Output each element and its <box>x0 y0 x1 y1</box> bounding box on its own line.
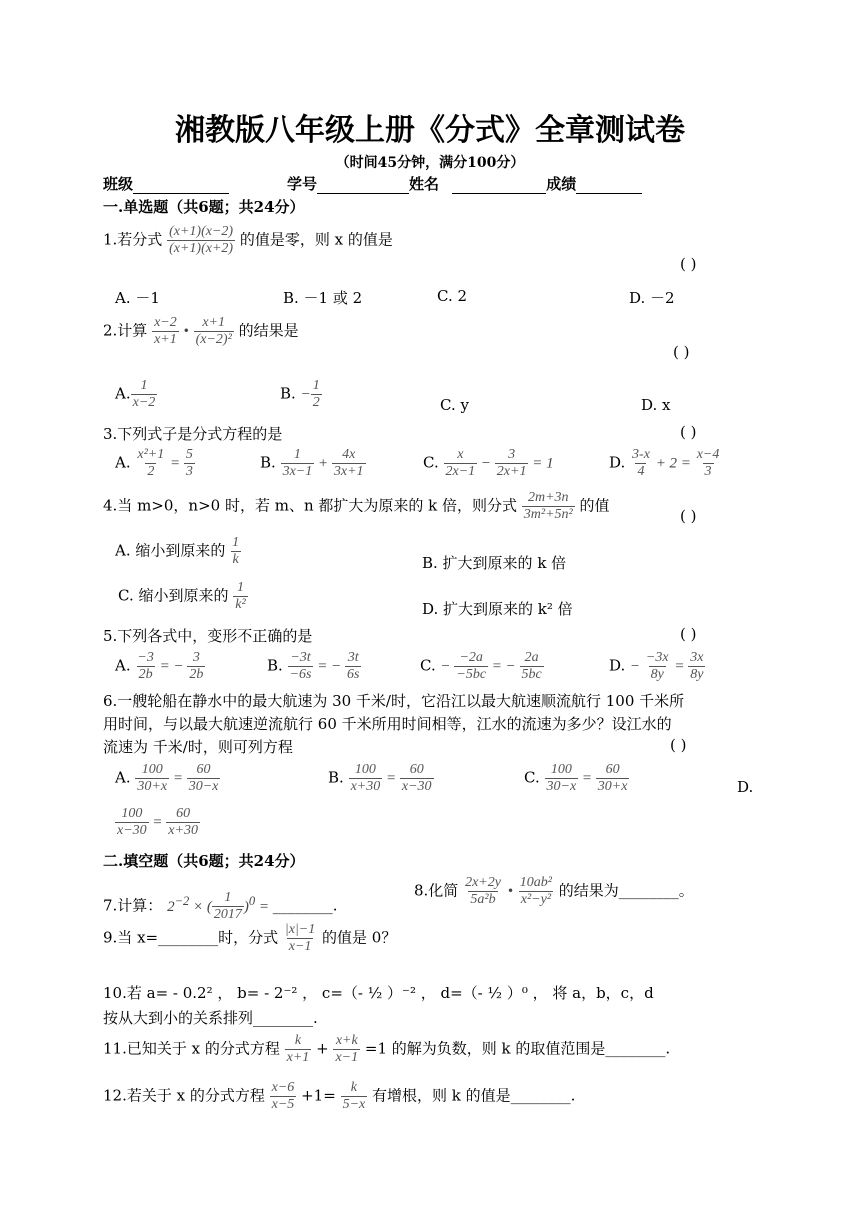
q6-option-a: A. $\frac{100}{30+x}$ = $\frac{60}{30-x}$ <box>115 762 219 794</box>
q1-fraction: $\frac{(x+1)(x-2)}{(x+1)(x+2)}$ <box>169 224 234 256</box>
q1-option-d: D. －2 <box>629 289 675 307</box>
question-5: 5.下列各式中，变形不正确的是 <box>103 627 313 645</box>
q6-option-d-label: D. <box>737 778 754 796</box>
q5-option-b: B. $\frac{-3t}{-6s}$ = − $\frac{3t}{6s}$ <box>267 650 360 682</box>
q6-option-c: C. $\frac{100}{30-x}$ = $\frac{60}{30+x}$ <box>524 762 628 794</box>
q3-option-a: A. $\frac{\text{x²+1}}{2}$ = $\frac{5}{3}$ <box>115 447 193 479</box>
q4-option-b: B. 扩大到原来的 k 倍 <box>422 554 567 572</box>
question-6-line-1: 6.一艘轮船在静水中的最大航速为 30 千米/时，它沿江以最大航速顺流航行 100 千米所 <box>103 692 685 710</box>
question-12: 12.若关于 x 的分式方程 $\frac{x-6}{x-5}$ +1= $\frac{k}{5-x}$ 有增根，则 k 的值是________. <box>103 1080 576 1112</box>
answer-paren: ( ) <box>680 423 697 441</box>
section-1-heading: 一.单选题（共6题；共24分） <box>103 198 305 216</box>
page-title: 湘教版八年级上册《分式》全章测试卷 <box>175 113 685 148</box>
question-9: 9.当 x=________时，分式 $\frac{|x|-1}{x-1}$ 的值是 0？ <box>103 922 397 954</box>
q5-option-a: A. $\frac{-3}{2b}$ = − $\frac{3}{2b}$ <box>115 650 204 682</box>
q6-option-b: B. $\frac{100}{x+30}$ = $\frac{60}{x-30}$ <box>328 762 432 794</box>
q2-option-b: B. − $\frac{1}{2}$ <box>280 378 320 410</box>
question-6-line-3: 流速为 千米/时，则可列方程 <box>103 738 293 756</box>
question-8: 8.化简 $\frac{2x+2y}{\text{5a²b}}$ • $\frac{\text{10ab²}}{\text{x²−y²}}$ 的结果为________。 <box>414 875 694 907</box>
answer-paren: ( ) <box>680 507 697 525</box>
info-number: 学号 姓名 成绩 <box>287 173 642 194</box>
answer-paren: ( ) <box>673 343 690 361</box>
q1-option-a: A. －1 <box>115 289 160 307</box>
question-10-line-2: 按从大到小的关系排列________. <box>103 1009 318 1027</box>
question-1: 1.若分式 $\frac{(x+1)(x-2)}{(x+1)(x+2)}$ 的值是零，则 x 的值是 <box>103 224 393 256</box>
section-2-heading: 二.填空题（共6题；共24分） <box>103 852 305 870</box>
q3-option-b: B. $\frac{1}{3x-1}$ + $\frac{4x}{3x+1}$ <box>260 447 364 479</box>
info-class: 班级 <box>103 173 229 194</box>
q4-option-d: D. 扩大到原来的 k² 倍 <box>422 600 573 618</box>
answer-paren: ( ) <box>670 736 687 754</box>
q1-option-c: C. 2 <box>437 287 468 305</box>
q2-option-a: A. $\frac{1}{x-2}$ <box>115 378 156 410</box>
question-7: 7.计算： $2^{-2}$ × ( $\frac{1}{2017}$ )$^0$ = ________. <box>103 890 338 922</box>
question-4: 4.当 m>0，n>0 时，若 m、n 都扩大为原来的 k 倍，则分式 $\frac{2m+3n}{\text{3m²+5n²}}$ 的值 <box>103 490 610 522</box>
q5-option-d: D. − $\frac{-3x}{8y}$ = $\frac{3x}{8y}$ <box>609 650 704 682</box>
q4-option-c: C. 缩小到原来的 $\frac{1}{\text{k²}}$ <box>118 580 246 612</box>
q2-option-c: C. y <box>440 396 469 414</box>
q3-option-c: C. $\frac{x}{2x-1}$ − $\frac{3}{2x+1}$ = 1 <box>423 447 554 479</box>
question-3: 3.下列式子是分式方程的是 <box>103 425 283 443</box>
question-6-line-2: 用时间，与以最大航速逆流航行 60 千米所用时间相等，江水的流速为多少？设江水的 <box>103 715 672 733</box>
answer-paren: ( ) <box>680 625 697 643</box>
q3-option-d: D. $\frac{3-x}{4}$ + 2 = $\frac{x-4}{3}$ <box>609 447 720 479</box>
q6-option-d: $\frac{100}{x-30}$ = $\frac{60}{x+30}$ <box>117 806 198 838</box>
question-10-line-1: 10.若 a= - 0.2² ， b= - 2⁻² ， c=（- ½ ）⁻² ， d=（- ½ ）⁰ ， 将 a，b，c，d <box>103 984 654 1002</box>
question-2: 2.计算 $\frac{x-2}{x+1}$ • $\frac{x+1}{\text{(x−2)²}}$ 的结果是 <box>103 315 299 347</box>
q2-option-d: D. x <box>641 396 671 414</box>
page-subtitle: （时间45分钟，满分100分） <box>335 155 525 171</box>
answer-paren: ( ) <box>680 255 697 273</box>
q1-option-b: B. －1 或 2 <box>283 289 363 307</box>
question-11: 11.已知关于 x 的分式方程 $\frac{k}{x+1}$ + $\frac{x+k}{x-1}$ =1 的解为负数，则 k 的取值范围是________. <box>103 1033 671 1065</box>
q4-option-a: A. 缩小到原来的 $\frac{1}{k}$ <box>115 535 240 567</box>
q5-option-c: C. − $\frac{-2a}{-5bc}$ = − $\frac{2a}{5bc}$ <box>420 650 542 682</box>
